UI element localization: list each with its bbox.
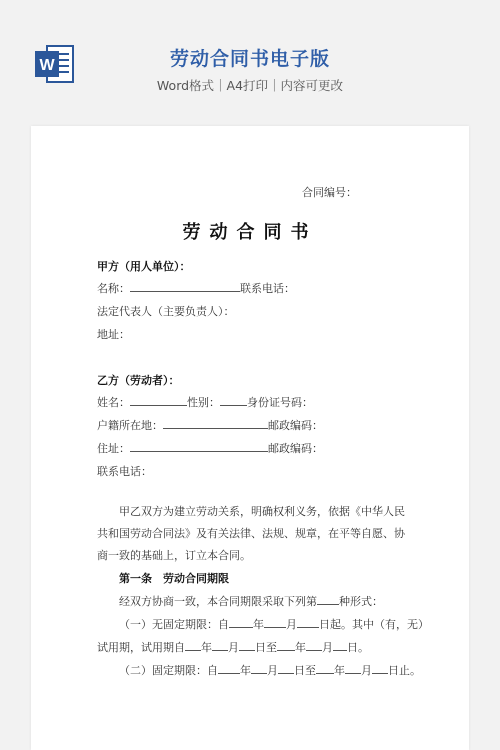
date-blank[interactable] bbox=[316, 662, 334, 674]
party-b-phone-label: 联系电话： bbox=[97, 465, 152, 478]
party-b-household-label: 户籍所在地： bbox=[97, 419, 163, 432]
contract-intro: 甲乙双方为建立劳动关系，明确权利义务，依据《中华人民共和国劳动合同法》及有关法律、法规、规章，在平等自愿、协商一致的基础上，订立本合同。 bbox=[97, 505, 405, 562]
document-page bbox=[31, 126, 469, 750]
party-b-residence-blank[interactable] bbox=[130, 440, 268, 452]
party-b-postcode-label: 邮政编码： bbox=[268, 419, 323, 432]
party-a-name-label: 名称： bbox=[97, 282, 130, 295]
word-icon-letter: W bbox=[39, 57, 55, 74]
article-1-text: （二）固定期限：自 bbox=[119, 664, 218, 677]
article-1-text: 日止。 bbox=[388, 664, 421, 677]
party-b-id-label: 身份证号码： bbox=[247, 396, 313, 409]
term-form-blank[interactable] bbox=[317, 593, 339, 605]
page-header bbox=[0, 0, 500, 110]
article-1-text: 试用期，试用期自 bbox=[97, 641, 185, 654]
page-subtitle: Word格式｜A4打印｜内容可更改 bbox=[156, 78, 344, 93]
party-b-name-line bbox=[97, 394, 313, 410]
date-blank[interactable] bbox=[306, 639, 322, 651]
article-1-text: 年 bbox=[253, 618, 264, 631]
contract-number-label: 合同编号： bbox=[302, 186, 357, 199]
date-blank[interactable] bbox=[251, 662, 267, 674]
article-1-text: 月 bbox=[361, 664, 372, 677]
article-1-text: 月 bbox=[286, 618, 297, 631]
party-a-address-label: 地址： bbox=[97, 328, 130, 341]
article-1-para-2 bbox=[119, 616, 429, 632]
article-1-text: 种形式： bbox=[339, 595, 383, 608]
date-blank[interactable] bbox=[372, 662, 388, 674]
article-1-text: 日至 bbox=[255, 641, 277, 654]
date-blank[interactable] bbox=[185, 639, 201, 651]
article-1-text: 日。 bbox=[347, 641, 369, 654]
party-a-legal-rep-label: 法定代表人（主要负责人）： bbox=[97, 305, 235, 318]
article-1-text: 年 bbox=[240, 664, 251, 677]
party-a-name-line bbox=[97, 280, 295, 296]
date-blank[interactable] bbox=[278, 662, 294, 674]
party-b-residence-line bbox=[97, 440, 323, 456]
party-a-name-blank[interactable] bbox=[130, 280, 240, 292]
party-b-household-blank[interactable] bbox=[163, 417, 268, 429]
article-1-text: 年 bbox=[334, 664, 345, 677]
article-1-title: 第一条 劳动合同期限 bbox=[119, 572, 229, 585]
date-blank[interactable] bbox=[212, 639, 228, 651]
article-1-text: 月 bbox=[228, 641, 239, 654]
party-b-heading: 乙方（劳动者）： bbox=[97, 374, 180, 387]
article-1-text: 经双方协商一致，本合同期限采取下列第 bbox=[119, 595, 317, 608]
date-blank[interactable] bbox=[239, 639, 255, 651]
date-blank[interactable] bbox=[277, 639, 295, 651]
article-1-para-4 bbox=[119, 662, 421, 678]
party-b-residence-label: 住址： bbox=[97, 442, 130, 455]
date-blank[interactable] bbox=[229, 616, 253, 628]
article-1-text: 年 bbox=[295, 641, 306, 654]
party-a-phone-label: 联系电话： bbox=[240, 282, 295, 295]
date-blank[interactable] bbox=[345, 662, 361, 674]
date-blank[interactable] bbox=[333, 639, 347, 651]
document-title: 劳动合同书 bbox=[182, 222, 318, 243]
article-1-text: （一）无固定期限：自 bbox=[119, 618, 229, 631]
article-1-text: 月 bbox=[267, 664, 278, 677]
party-b-gender-blank[interactable] bbox=[220, 394, 247, 406]
party-a-heading: 甲方（用人单位）： bbox=[97, 260, 191, 273]
date-blank[interactable] bbox=[297, 616, 319, 628]
party-b-name-blank[interactable] bbox=[130, 394, 187, 406]
article-1-para-1 bbox=[119, 593, 383, 609]
party-b-gender-label: 性别： bbox=[187, 396, 220, 409]
date-blank[interactable] bbox=[218, 662, 240, 674]
party-b-name-label: 姓名： bbox=[97, 396, 130, 409]
article-1-text: 年 bbox=[201, 641, 212, 654]
article-1-text: 日起。其中（有，无） bbox=[319, 618, 429, 631]
article-1-para-3 bbox=[97, 639, 369, 655]
date-blank[interactable] bbox=[264, 616, 286, 628]
page-title: 劳动合同书电子版 bbox=[169, 48, 330, 70]
party-b-household-line bbox=[97, 417, 323, 433]
party-b-postcode-label-2: 邮政编码： bbox=[268, 442, 323, 455]
article-1-text: 日至 bbox=[294, 664, 316, 677]
article-1-text: 月 bbox=[322, 641, 333, 654]
